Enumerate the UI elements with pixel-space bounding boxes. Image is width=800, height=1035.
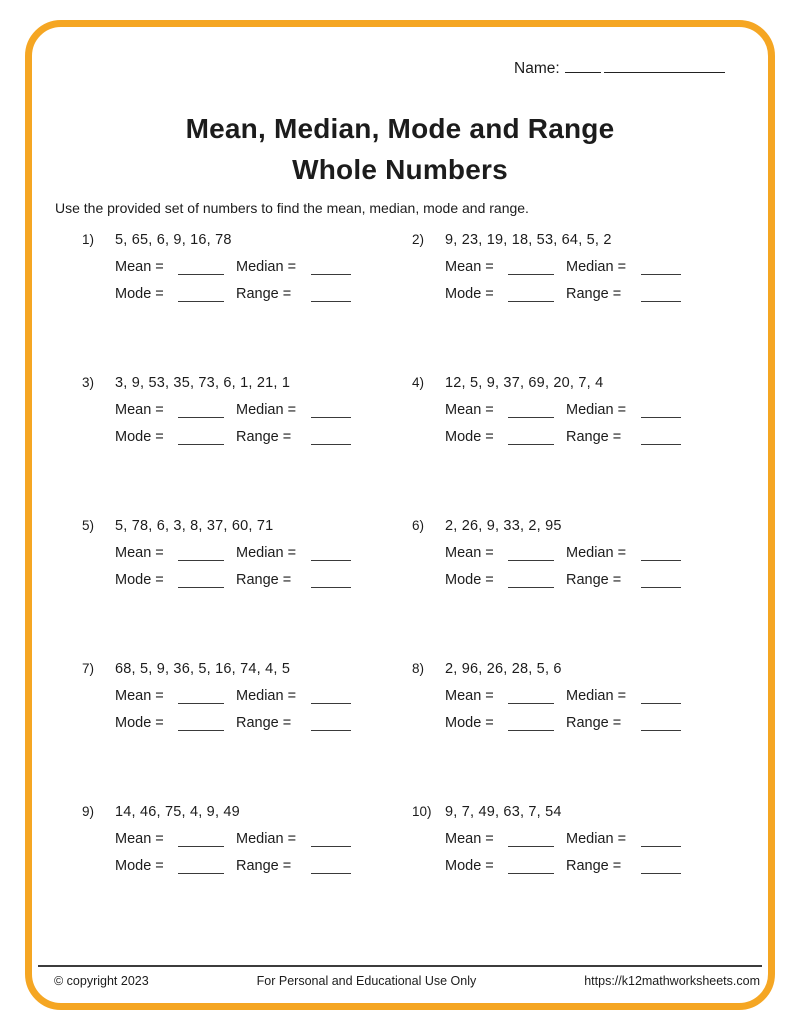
problem-numbers-row <box>82 369 412 397</box>
problem-numbers-row <box>412 798 742 826</box>
problem-number-set: 9, 23, 19, 18, 53, 64, 5, 2 <box>445 232 612 248</box>
name-blank-line <box>565 59 601 73</box>
mode-label: Mode = <box>115 286 164 302</box>
problem-number-set: 9, 7, 49, 63, 7, 54 <box>445 804 562 820</box>
mode-answer-blank <box>178 288 224 302</box>
problem-number-set: 14, 46, 75, 4, 9, 49 <box>115 804 240 820</box>
mean-answer-blank <box>508 833 554 847</box>
mean-label: Mean = <box>115 259 164 275</box>
problem-index: 7) <box>82 661 95 676</box>
name-blank-line <box>604 59 725 73</box>
mode-range-row <box>82 853 412 880</box>
problem-numbers-row <box>412 655 742 683</box>
problem-number-set: 5, 78, 6, 3, 8, 37, 60, 71 <box>115 518 274 534</box>
range-answer-blank <box>641 717 681 731</box>
mode-label: Mode = <box>115 715 164 731</box>
median-label: Median = <box>566 402 627 418</box>
mode-range-row <box>82 567 412 594</box>
range-answer-blank <box>641 431 681 445</box>
range-label: Range = <box>236 858 292 874</box>
title-line-1: Mean, Median, Mode and Range <box>185 113 615 144</box>
median-label: Median = <box>236 259 297 275</box>
problem-index: 8) <box>412 661 425 676</box>
range-label: Range = <box>566 715 622 731</box>
median-label: Median = <box>236 831 297 847</box>
name-label: Name: <box>514 60 560 77</box>
problem-number-set: 3, 9, 53, 35, 73, 6, 1, 21, 1 <box>115 375 291 391</box>
mode-range-row <box>412 424 742 451</box>
mean-median-row <box>82 683 412 710</box>
median-answer-blank <box>641 404 681 418</box>
median-label: Median = <box>566 831 627 847</box>
mean-answer-blank <box>178 261 224 275</box>
problem-numbers-row <box>82 798 412 826</box>
range-answer-blank <box>311 717 351 731</box>
mode-label: Mode = <box>445 286 494 302</box>
range-label: Range = <box>566 429 622 445</box>
problem-number-set: 2, 26, 9, 33, 2, 95 <box>445 518 562 534</box>
mean-label: Mean = <box>445 259 494 275</box>
footer <box>38 965 762 988</box>
mode-range-row <box>412 853 742 880</box>
median-answer-blank <box>641 690 681 704</box>
problem-index: 2) <box>412 232 425 247</box>
median-label: Median = <box>566 545 627 561</box>
mean-label: Mean = <box>115 831 164 847</box>
problem-numbers-row <box>82 655 412 683</box>
range-label: Range = <box>566 286 622 302</box>
problem-numbers-row <box>412 369 742 397</box>
range-answer-blank <box>311 574 351 588</box>
mean-answer-blank <box>508 547 554 561</box>
problem-number-set: 68, 5, 9, 36, 5, 16, 74, 4, 5 <box>115 661 291 677</box>
median-answer-blank <box>311 261 351 275</box>
range-answer-blank <box>641 574 681 588</box>
range-answer-blank <box>311 431 351 445</box>
mode-answer-blank <box>508 431 554 445</box>
mode-label: Mode = <box>445 429 494 445</box>
mode-range-row <box>412 710 742 737</box>
mean-median-row <box>82 397 412 424</box>
median-label: Median = <box>566 259 627 275</box>
mean-answer-blank <box>508 261 554 275</box>
problem-index: 6) <box>412 518 425 533</box>
range-label: Range = <box>236 286 292 302</box>
mode-range-row <box>82 281 412 308</box>
problem-index: 1) <box>82 232 95 247</box>
problem-index: 5) <box>82 518 95 533</box>
mean-median-row <box>412 540 742 567</box>
title-line-2: Whole Numbers <box>292 154 508 185</box>
problem-index: 10) <box>412 804 432 819</box>
problem-block <box>412 369 742 512</box>
problem-numbers-row <box>412 226 742 254</box>
mode-label: Mode = <box>445 858 494 874</box>
mode-answer-blank <box>508 288 554 302</box>
mode-answer-blank <box>178 717 224 731</box>
range-label: Range = <box>566 572 622 588</box>
range-label: Range = <box>236 429 292 445</box>
problem-block <box>412 512 742 655</box>
mode-range-row <box>412 281 742 308</box>
mode-answer-blank <box>508 860 554 874</box>
range-label: Range = <box>236 572 292 588</box>
problem-number-set: 2, 96, 26, 28, 5, 6 <box>445 661 562 677</box>
mean-label: Mean = <box>445 545 494 561</box>
problem-numbers-row <box>82 226 412 254</box>
mean-median-row <box>412 254 742 281</box>
median-answer-blank <box>311 547 351 561</box>
mean-median-row <box>82 826 412 853</box>
problem-numbers-row <box>412 512 742 540</box>
mean-answer-blank <box>178 547 224 561</box>
problem-block <box>82 226 412 369</box>
mean-median-row <box>82 254 412 281</box>
median-label: Median = <box>236 402 297 418</box>
mean-median-row <box>82 540 412 567</box>
median-answer-blank <box>641 833 681 847</box>
mode-label: Mode = <box>445 715 494 731</box>
mean-label: Mean = <box>115 402 164 418</box>
problem-block <box>82 512 412 655</box>
problem-block <box>82 369 412 512</box>
mean-median-row <box>412 397 742 424</box>
mean-label: Mean = <box>445 831 494 847</box>
mode-label: Mode = <box>115 858 164 874</box>
mean-answer-blank <box>178 690 224 704</box>
range-answer-blank <box>641 288 681 302</box>
mean-answer-blank <box>508 404 554 418</box>
problem-number-set: 5, 65, 6, 9, 16, 78 <box>115 232 232 248</box>
mode-answer-blank <box>508 717 554 731</box>
median-label: Median = <box>566 688 627 704</box>
problem-index: 9) <box>82 804 95 819</box>
mean-median-row <box>412 826 742 853</box>
mean-answer-blank <box>508 690 554 704</box>
mode-answer-blank <box>178 860 224 874</box>
median-label: Median = <box>236 545 297 561</box>
problem-block <box>82 655 412 798</box>
mode-range-row <box>82 710 412 737</box>
problem-number-set: 12, 5, 9, 37, 69, 20, 7, 4 <box>445 375 604 391</box>
mode-label: Mode = <box>115 429 164 445</box>
worksheet-title <box>0 108 800 190</box>
range-label: Range = <box>236 715 292 731</box>
mean-label: Mean = <box>115 545 164 561</box>
median-answer-blank <box>311 690 351 704</box>
problem-numbers-row <box>82 512 412 540</box>
problem-block <box>412 655 742 798</box>
mean-label: Mean = <box>445 688 494 704</box>
median-answer-blank <box>311 404 351 418</box>
mode-answer-blank <box>178 431 224 445</box>
range-answer-blank <box>641 860 681 874</box>
mode-label: Mode = <box>445 572 494 588</box>
problem-block <box>82 798 412 941</box>
range-answer-blank <box>311 860 351 874</box>
problem-index: 3) <box>82 375 95 390</box>
problem-index: 4) <box>412 375 425 390</box>
mean-label: Mean = <box>115 688 164 704</box>
mode-answer-blank <box>178 574 224 588</box>
median-answer-blank <box>311 833 351 847</box>
mode-label: Mode = <box>115 572 164 588</box>
median-answer-blank <box>641 547 681 561</box>
mean-label: Mean = <box>445 402 494 418</box>
problem-block <box>412 226 742 369</box>
usage-text: For Personal and Educational Use Only <box>256 974 477 988</box>
problems-grid <box>82 226 742 941</box>
median-answer-blank <box>641 261 681 275</box>
mode-range-row <box>82 424 412 451</box>
website-url: https://k12mathworksheets.com <box>584 974 760 988</box>
range-answer-blank <box>311 288 351 302</box>
mode-range-row <box>412 567 742 594</box>
range-label: Range = <box>566 858 622 874</box>
mean-answer-blank <box>178 404 224 418</box>
name-field-row <box>514 59 725 78</box>
mean-median-row <box>412 683 742 710</box>
median-label: Median = <box>236 688 297 704</box>
instructions-text: Use the provided set of numbers to find the mean, median, mode and range. <box>55 200 529 216</box>
problem-block <box>412 798 742 941</box>
mode-answer-blank <box>508 574 554 588</box>
copyright-text: © copyright 2023 <box>54 974 149 988</box>
mean-answer-blank <box>178 833 224 847</box>
